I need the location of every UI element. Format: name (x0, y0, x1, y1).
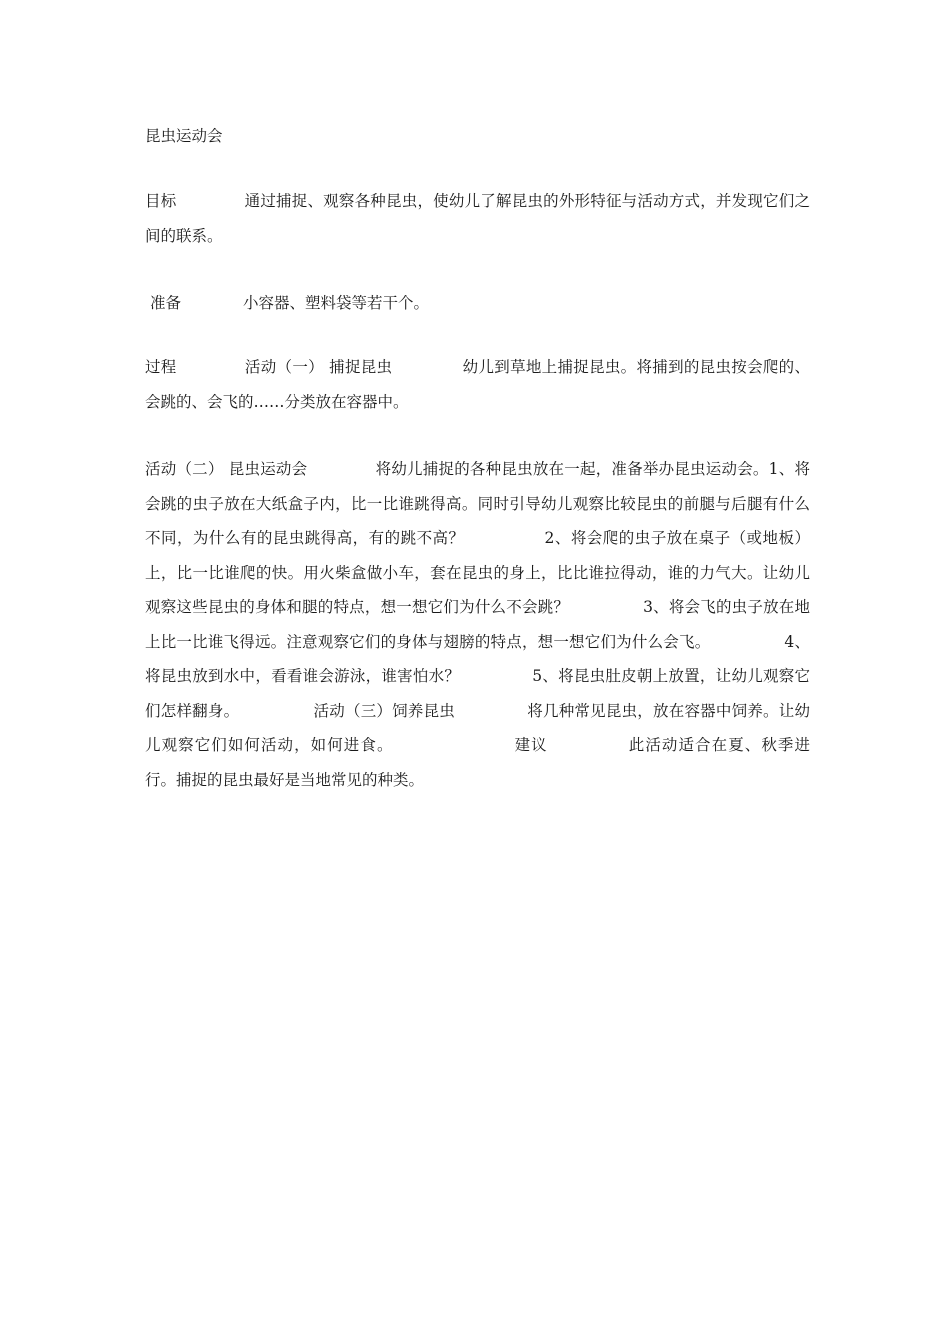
activity1-text: 幼儿到草地上捕捉昆虫。将捕到的昆虫按会爬的、会跳的、会飞的……分类放在容器中。 (145, 358, 810, 411)
goal-text: 通过捕捉、观察各种昆虫，使幼儿了解昆虫的外形特征与活动方式，并发现它们之间的联系。 (145, 192, 810, 245)
suggestion-text: 此活动适合在夏、秋季进行。捕捉的昆虫最好是当地常见的种类。 (145, 736, 810, 789)
process-paragraph (145, 350, 810, 419)
activity1-title: 活动（一） 捕捉昆虫 (244, 358, 393, 376)
activity2-item5: 5、将昆虫肚皮朝上放置，让幼儿观察它们怎样翻身。 (145, 667, 810, 720)
preparation-text: 小容器、塑料袋等若干个。 (243, 294, 430, 312)
process-label: 过程 (145, 358, 177, 376)
suggestion-label: 建议 (513, 736, 548, 754)
activity2-item1: 1、将会跳的虫子放在大纸盒子内，比一比谁跳得高。同时引导幼儿观察比较昆虫的前腿与后腿有什么不同，为什么有的昆虫跳得高，有的跳不高？ (145, 460, 810, 547)
activity2-item2: 2、将会爬的虫子放在桌子（或地板）上，比一比谁爬的快。用火柴盒做小车，套在昆虫的身上，比比谁拉得动，谁的力气大。让幼儿观察这些昆虫的身体和腿的特点，想一想它们为什么不会跳？ (145, 529, 810, 616)
activity2-item4: 4、将昆虫放到水中，看看谁会游泳，谁害怕水？ (145, 632, 810, 685)
goal-label: 目标 (145, 192, 177, 210)
document-title (145, 119, 810, 154)
activity2-item3: 3、将会飞的虫子放在地上比一比谁飞得远。注意观察它们的身体与翅膀的特点，想一想它们为什么会飞。 (145, 598, 810, 651)
activity2-intro: 将幼儿捕捉的各种昆虫放在一起，准备举办昆虫运动会。 (375, 460, 769, 478)
preparation-paragraph (150, 286, 810, 321)
goal-paragraph (145, 184, 810, 253)
title-text: 昆虫运动会 (145, 127, 223, 145)
activity2-paragraph (145, 452, 810, 797)
activity2-title: 活动（二） 昆虫运动会 (145, 460, 308, 478)
activity3-text: 将几种常见昆虫，放在容器中饲养。让幼儿观察它们如何活动，如何进食。 (145, 701, 810, 754)
activity3-title: 活动（三）饲养昆虫 (313, 701, 456, 720)
preparation-label: 准备 (150, 294, 182, 312)
